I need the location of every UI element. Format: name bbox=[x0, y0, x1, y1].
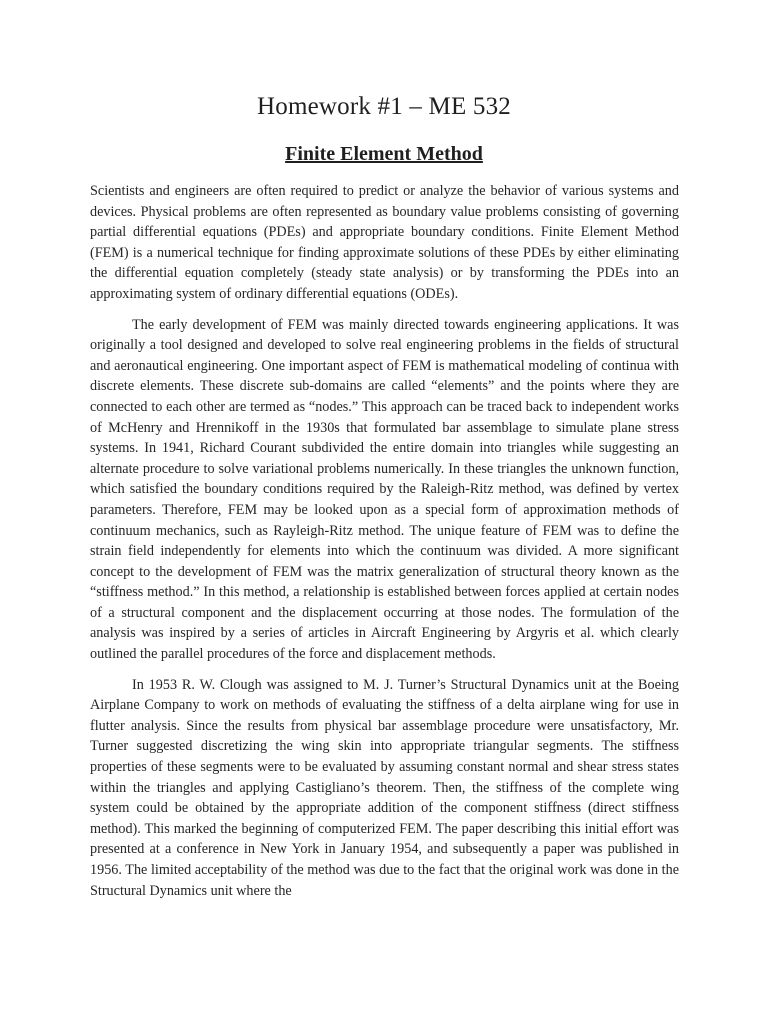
paragraph-clough-boeing: In 1953 R. W. Clough was assigned to M. J. Turner’s Structural Dynamics unit at the Boeing Airplane Company to work on methods of evaluating the stiffness of a delta airplane wing for use in flutter analysis. Since the results from physical bar assemblage procedure were unsatisfactory, Mr. Turner suggested discretizing the wing skin into appropriate triangular segments. The stiffness properties of these segments were to be evaluated by assuming constant normal and shear stress states within the triangles and applying Castigliano’s theorem. Then, the stiffness of the complete wing system could be obtained by the appropriate addition of the component stiffness (direct stiffness method). This marked the beginning of computerized FEM. The paper describing this initial effort was presented at a conference in New York in January 1954, and subsequently a paper was published in 1956. The limited acceptability of the method was due to the fact that the original work was done in the Structural Dynamics unit where the bbox=[90, 676, 679, 899]
paragraph-early-development: The early development of FEM was mainly directed towards engineering applications. It was originally a tool designed and developed to solve real engineering problems in the fields of structural and aeronautical engineering. One important aspect of FEM is mathematical modeling of continua with discrete elements. These discrete sub-domains are called “elements” and the points where they are connected to each other are termed as “nodes.” This approach can be traced back to independent works of McHenry and Hrennikoff in the 1930s that formulated bar assemblage to simulate plane stress systems. In 1941, Richard Courant subdivided the entire domain into triangles while suggesting an alternate procedure to solve variational problems numerically. In these triangles the unknown function, which satisfied the boundary conditions required by the Raleigh-Ritz method, was defined by vertex parameters. Therefore, FEM may be looked upon as a special form of approximation methods of continuum mechanics, such as Rayleigh-Ritz method. The unique feature of FEM was to define the strain field independently for elements into which the continuum was divided. A more significant concept to the development of FEM was the matrix generalization of structural theory known as the “stiffness method.” In this method, a relationship is established between forces applied at certain nodes of a structural component and the displacement occurring at those nodes. The formulation of the analysis was inspired by a series of articles in Aircraft Engineering by Argyris et al. which clearly outlined the parallel procedures of the force and displacement methods. bbox=[90, 316, 679, 663]
section-heading: Finite Element Method bbox=[285, 143, 483, 165]
page-title: Homework #1 – ME 532 bbox=[257, 93, 511, 120]
document-body bbox=[90, 181, 679, 911]
paragraph-intro: Scientists and engineers are often required to predict or analyze the behavior of various systems and devices. Physical problems are often represented as boundary value problems consisting of governing partial differential equations (PDEs) and appropriate boundary conditions. Finite Element Method (FEM) is a numerical technique for finding approximate solutions of these PDEs by either eliminating the differential equation completely (steady state analysis) or by transforming the PDEs into an approximating system of ordinary differential equations (ODEs). bbox=[90, 183, 679, 302]
